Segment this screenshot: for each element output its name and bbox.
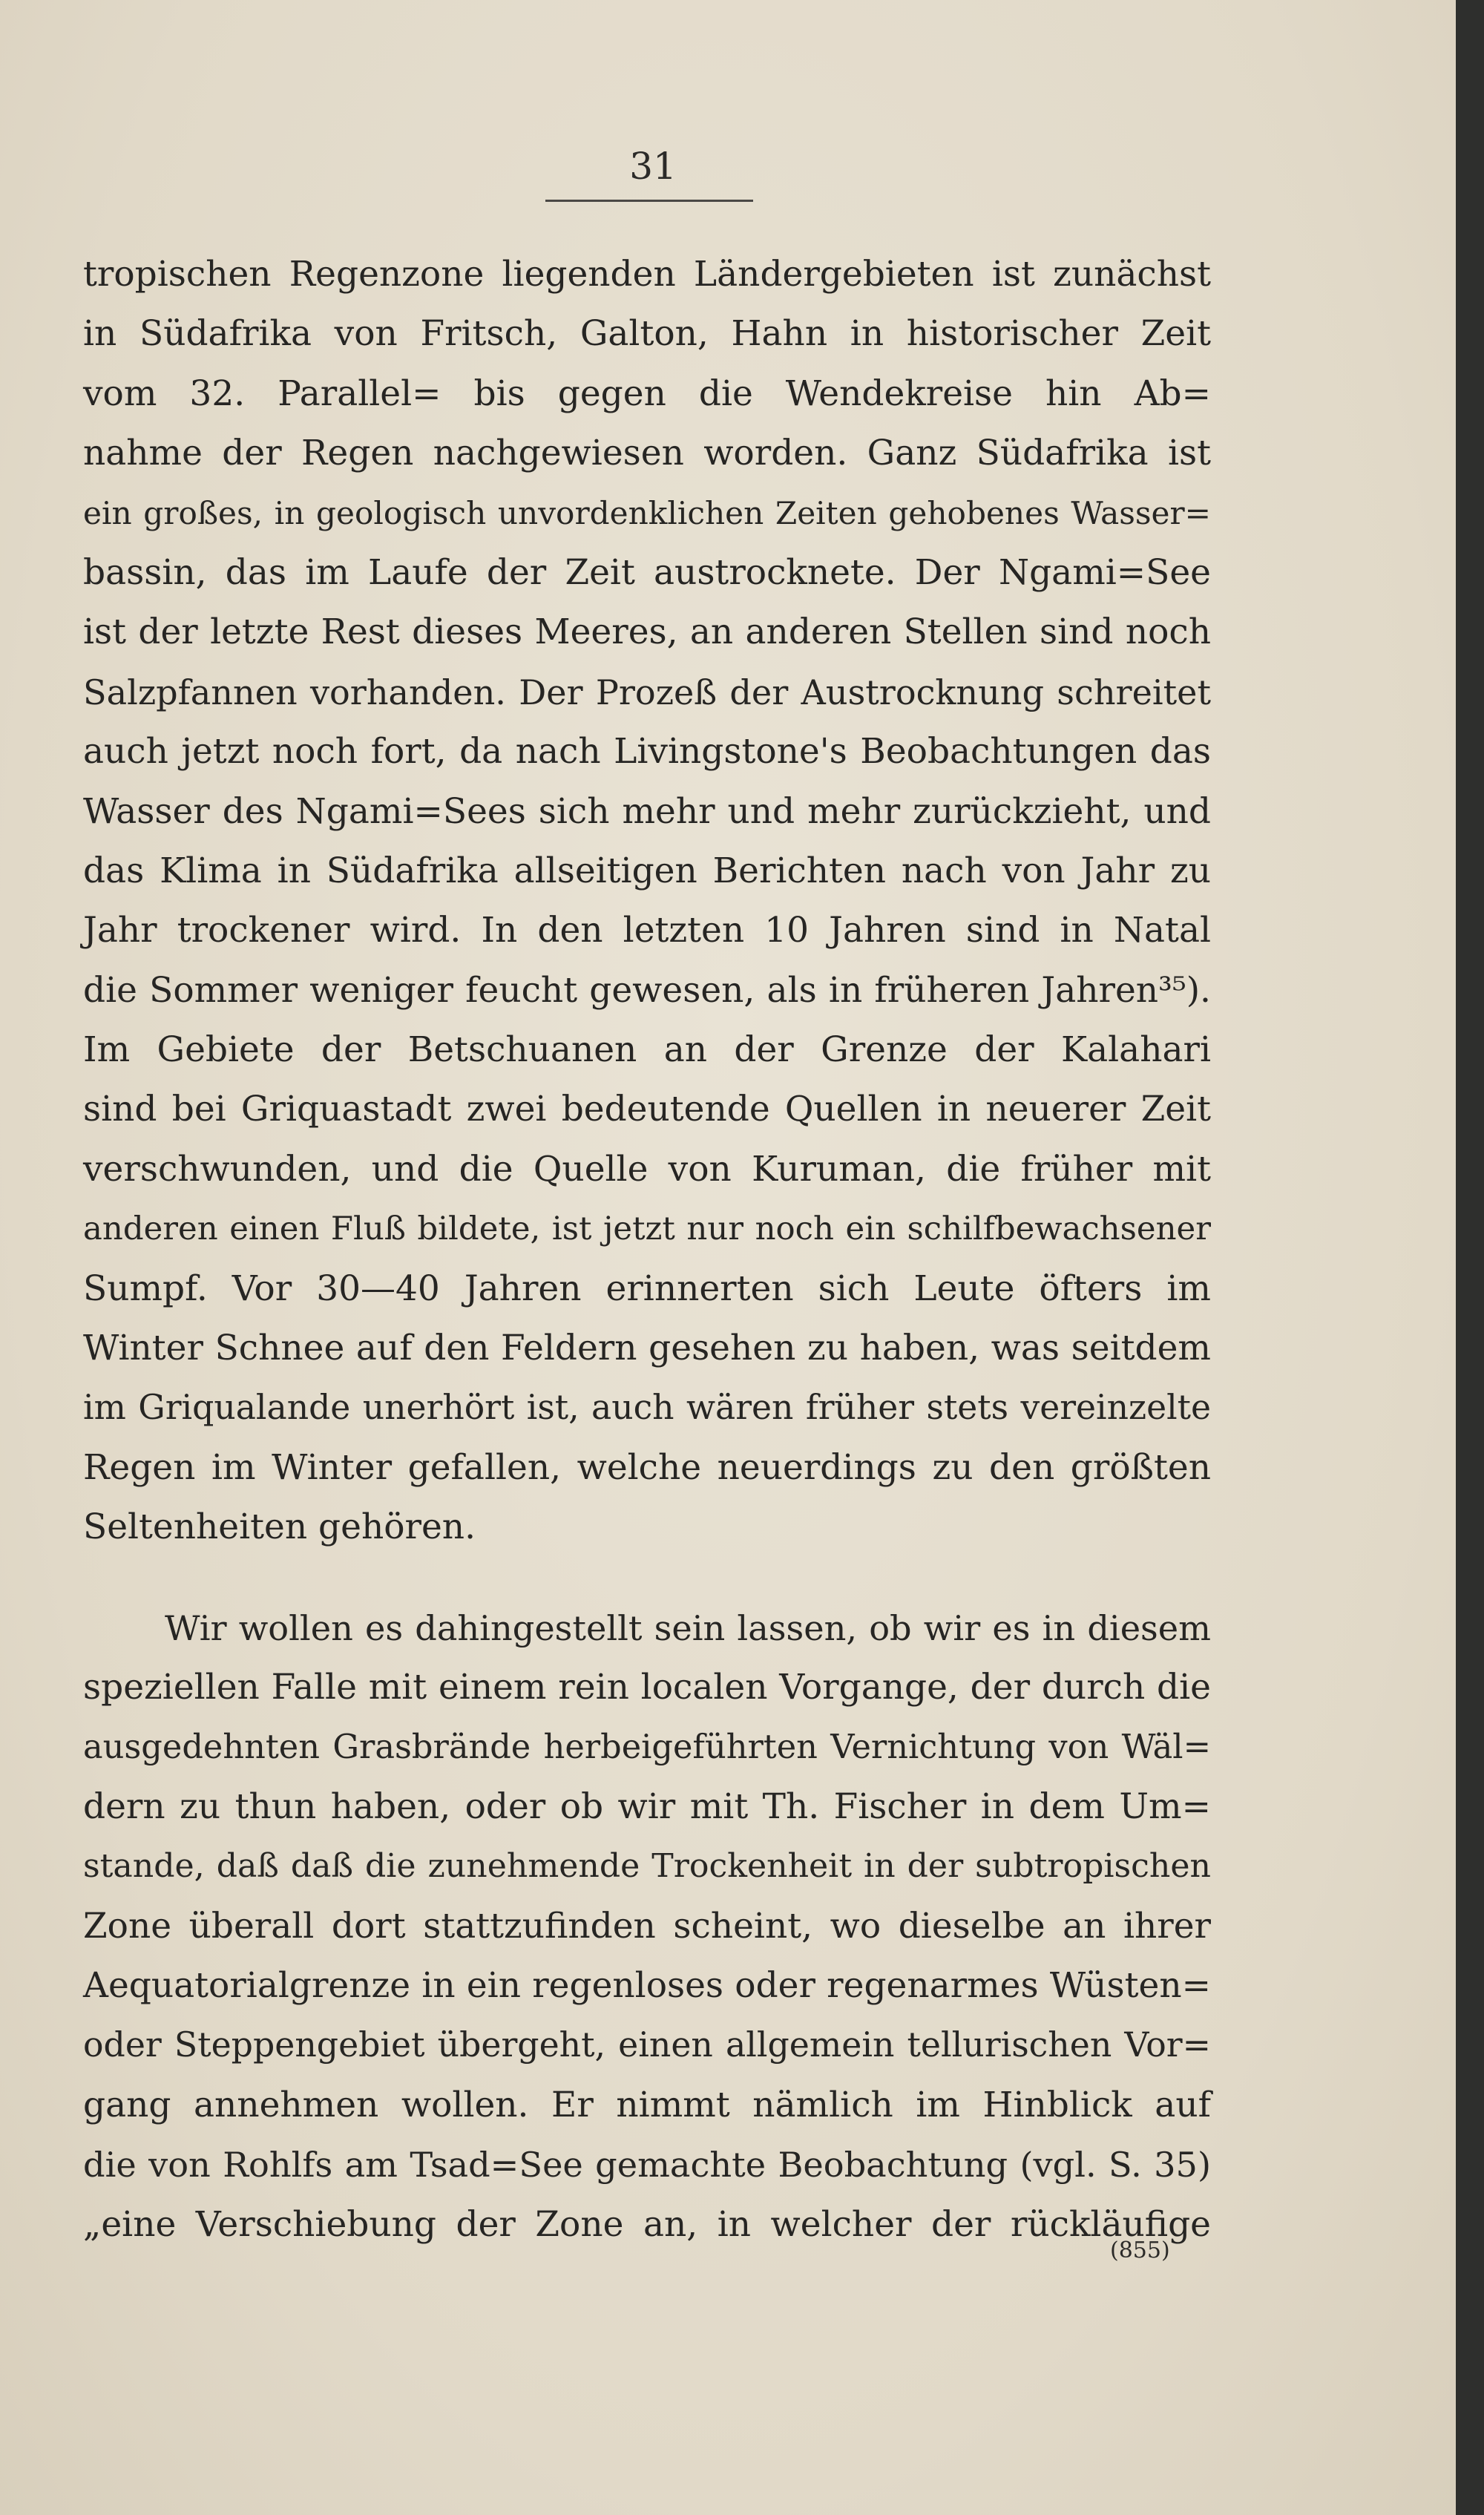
text-line: Aequatorialgrenze in ein regenloses oder regenarmes Wüsten= [83,1964,1211,2006]
body-text [83,245,1211,2255]
text-line: Winter Schnee auf den Feldern gesehen zu haben, was seitdem [83,1328,1211,1369]
text-line: oder Steppengebiet übergeht, einen allgemein tellurischen Vor= [83,2025,1211,2065]
text-line: die von Rohlfs am Tsad=See gemachte Beobachtung (vgl. S. 35) [83,2145,1211,2186]
text-line: auch jetzt noch fort, da nach Livingstone's Beobachtungen das [83,731,1211,773]
text-line: nahme der Regen nachgewiesen worden. Ganz Südafrika ist [83,433,1211,474]
text-line: Seltenheiten gehören. [83,1506,476,1548]
text-line: Jahr trockener wird. In den letzten 10 Jahren sind in Natal [83,910,1211,951]
header-rule [545,200,753,202]
text-line: ist der letzte Rest dieses Meeres, an anderen Stellen sind noch [83,611,1211,653]
text-line: gang annehmen wollen. Er nimmt nämlich im Hinblick auf [83,2084,1211,2125]
text-line: ein großes, in geologisch unvordenklichen Zeiten gehobenes Wasser= [83,494,1211,531]
text-line: vom 32. Parallel= bis gegen die Wendekreise hin Ab= [83,373,1211,414]
text-line: tropischen Regenzone liegenden Ländergebieten ist zunächst [83,254,1211,295]
text-line: speziellen Falle mit einem rein localen Vorgange, der durch die [83,1666,1211,1708]
text-line: ausgedehnten Grasbrände herbeigeführten Vernichtung von Wäl= [83,1728,1211,1767]
text-line: anderen einen Fluß bildete, ist jetzt nur noch ein schilfbewachsener [83,1210,1211,1248]
text-line: Im Gebiete der Betschuanen an der Grenze der Kalahari [83,1029,1211,1071]
page-number: 31 [629,145,677,188]
text-line: das Klima in Südafrika allseitigen Berichten nach von Jahr zu [83,850,1211,891]
printer-signature: (855) [1110,2237,1170,2263]
text-line: dern zu thun haben, oder ob wir mit Th. Fischer in dem Um= [83,1786,1211,1827]
text-line: Sumpf. Vor 30—40 Jahren erinnerten sich Leute öfters im [83,1268,1211,1309]
text-line: bassin, das im Laufe der Zeit austrocknete. Der Ngami=See [83,551,1211,593]
text-line: die Sommer weniger feucht gewesen, als in früheren Jahren³⁵). [83,969,1211,1011]
paragraph-1 [83,245,1211,1558]
text-line: verschwunden, und die Quelle von Kuruman, die früher mit [83,1148,1211,1190]
text-line: Wir wollen es dahingestellt sein lassen, ob wir es in diesem [165,1607,1211,1648]
text-line: Salzpfannen vorhanden. Der Prozeß der Austrocknung schreitet [83,672,1211,712]
page-edge [1456,0,1484,2515]
paragraph-gap [83,1558,1211,1598]
text-line: sind bei Griquastadt zwei bedeutende Quellen in neuerer Zeit [83,1089,1211,1130]
text-line: im Griqualande unerhört ist, auch wären früher stets vereinzelte [83,1388,1211,1428]
text-line: „eine Verschiebung der Zone an, in welcher der rückläufige [83,2203,1211,2245]
text-line: Regen im Winter gefallen, welche neuerdings zu den größten [83,1446,1211,1488]
text-line: Wasser des Ngami=Sees sich mehr und mehr zurückzieht, und [83,790,1211,832]
text-line: stande, daß daß die zunehmende Trockenheit in der subtropischen [83,1847,1211,1886]
paragraph-2 [83,1598,1211,2255]
text-line: Zone überall dort stattzufinden scheint, wo dieselbe an ihrer [83,1905,1211,1947]
text-line: in Südafrika von Fritsch, Galton, Hahn in historischer Zeit [83,313,1211,355]
